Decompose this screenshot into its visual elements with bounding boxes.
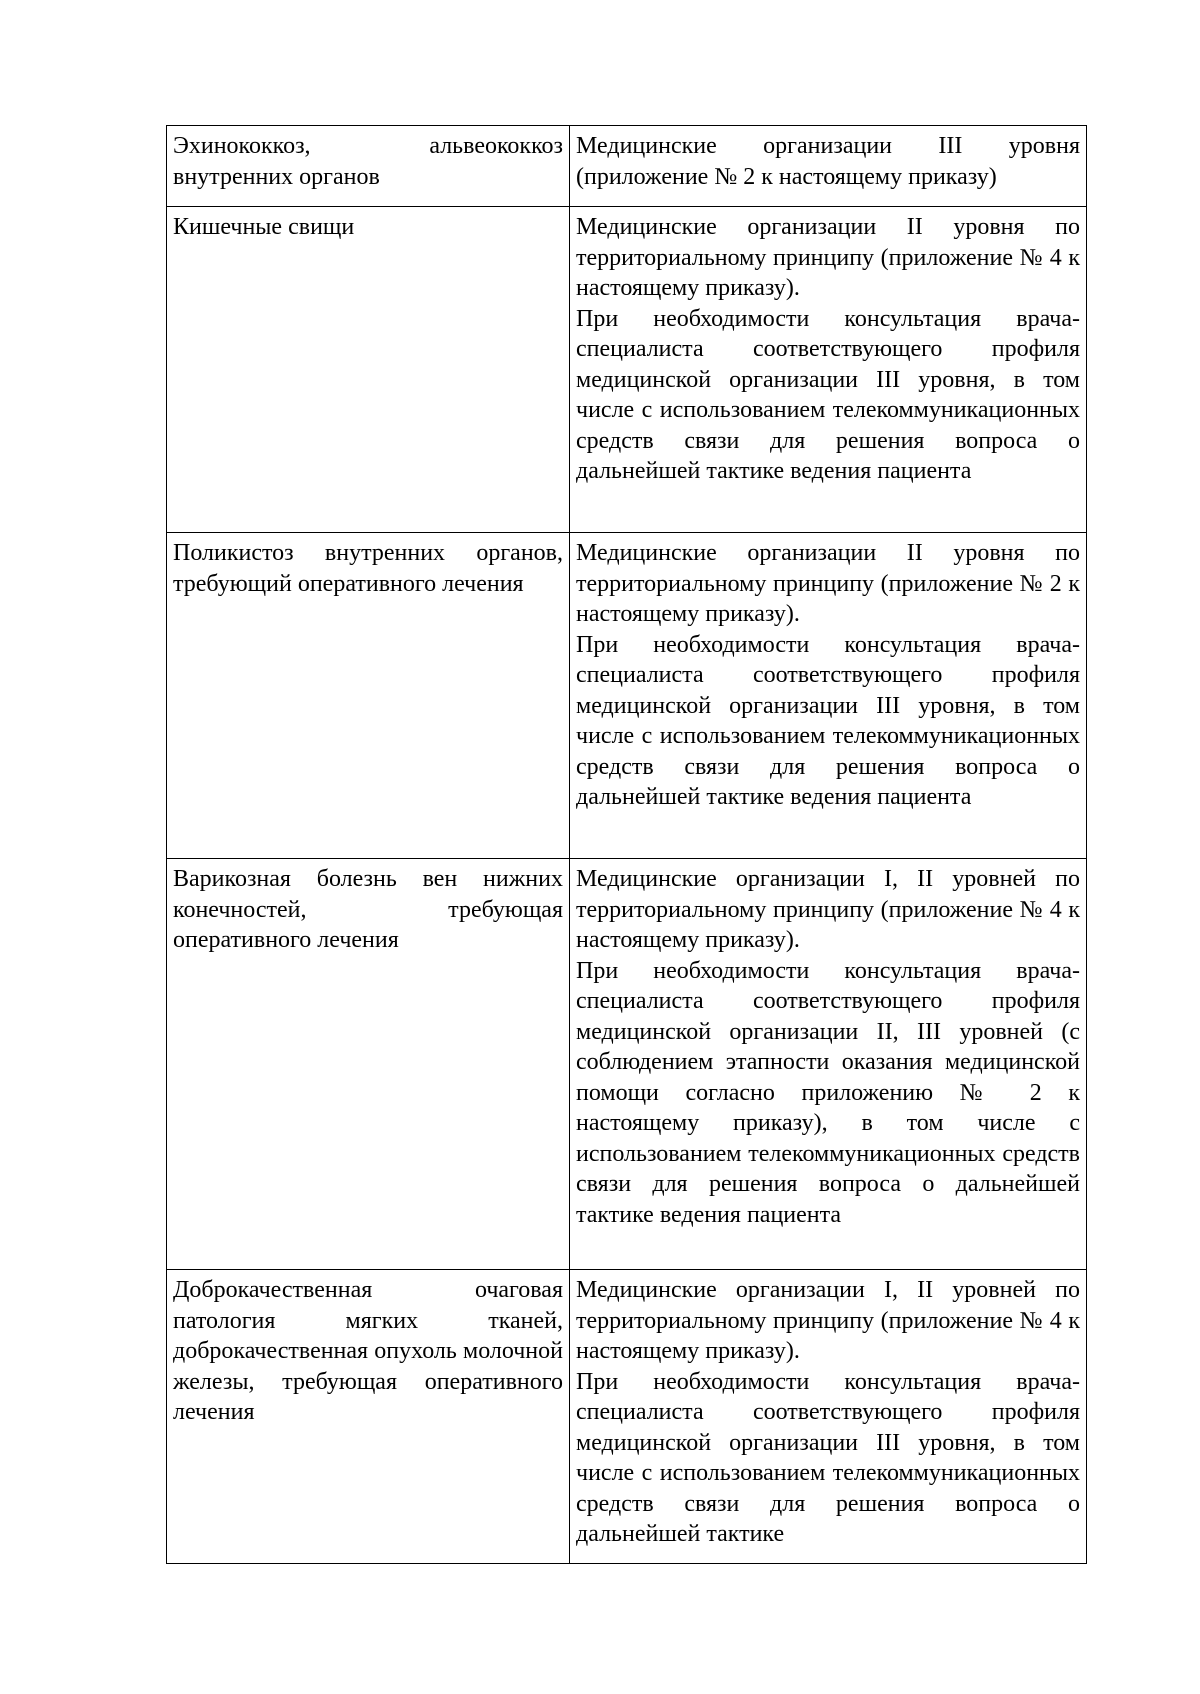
condition-cell [167,207,570,533]
organization-paragraph: При необходимости консультация врача-специалиста соответствующего профиля медицинской организации III уровня, в том числе с использованием телекоммуникационных средств связи для решения вопроса о дальнейшей тактике ведения пациента [576,631,1080,810]
organization-paragraph: Медицинские организации I, II уровней по территориальному принципу (приложение № 4 к настоящему приказу). [576,866,1080,953]
condition-text: Кишечные свищи [173,214,355,240]
condition-text: Варикозная болезнь вен нижних конечностей, требующая оперативного лечения [173,866,563,953]
document-table [166,125,1087,1564]
organization-paragraph: Медицинские организации III уровня (приложение № 2 к настоящему приказу) [576,133,1080,190]
condition-cell [167,859,570,1270]
condition-text: Доброкачественная очаговая патология мягких тканей, доброкачественная опухоль молочной железы, требующая оперативного лечения [173,1277,563,1425]
organization-cell [570,533,1087,859]
organization-paragraph: Медицинские организации I, II уровней по территориальному принципу (приложение № 4 к настоящему приказу). [576,1277,1080,1364]
condition-text: Эхинококкоз, альвеококкоз внутренних органов [173,133,563,190]
table-row [167,207,1087,533]
organization-paragraph: При необходимости консультация врача-специалиста соответствующего профиля медицинской организации III уровня, в том числе с использованием телекоммуникационных средств связи для решения вопроса о дальнейшей тактике ведения пациента [576,305,1080,484]
organization-paragraph: Медицинские организации II уровня по территориальному принципу (приложение № 2 к настоящему приказу). [576,540,1080,627]
table-row [167,859,1087,1270]
organization-cell [570,126,1087,207]
table-row [167,1270,1087,1564]
organization-paragraph: При необходимости консультация врача-специалиста соответствующего профиля медицинской организации II, III уровней (с соблюдением этапности оказания медицинской помощи согласно приложению № 2 к настоящему приказу), в том числе с использованием телекоммуникационных средств связи для решения вопроса о дальнейшей тактике ведения пациента [576,957,1080,1228]
table-row [167,126,1087,207]
condition-cell [167,1270,570,1564]
condition-cell [167,126,570,207]
condition-text: Поликистоз внутренних органов, требующий оперативного лечения [173,540,563,597]
organization-cell [570,207,1087,533]
organization-cell [570,859,1087,1270]
organization-cell [570,1270,1087,1564]
condition-cell [167,533,570,859]
table-row [167,533,1087,859]
organization-paragraph: При необходимости консультация врача-специалиста соответствующего профиля медицинской организации III уровня, в том числе с использованием телекоммуникационных средств связи для решения вопроса о дальнейшей тактике [576,1368,1080,1547]
organization-paragraph: Медицинские организации II уровня по территориальному принципу (приложение № 4 к настоящему приказу). [576,214,1080,301]
